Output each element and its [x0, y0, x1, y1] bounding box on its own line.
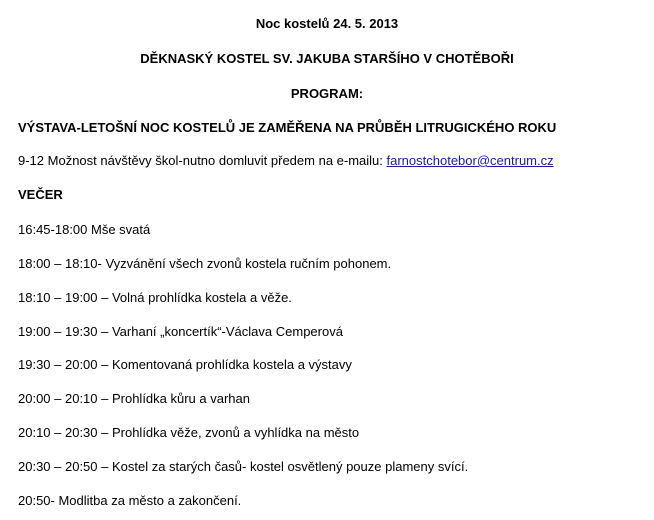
schedule-item: 20:00 – 20:10 – Prohlídka kůru a varhan: [18, 391, 250, 406]
schedule-item: 19:00 – 19:30 – Varhaní „koncertík“-Václava Cemperová: [18, 324, 343, 339]
schedule-item: 20:30 – 20:50 – Kostel za starých časů- kostel osvětlený pouze plameny svící.: [18, 459, 469, 474]
schedule-item: 18:10 – 19:00 – Volná prohlídka kostela a věže.: [18, 290, 292, 305]
email-link[interactable]: farnostchotebor@centrum.cz: [386, 153, 554, 168]
schedule-item: 19:30 – 20:00 – Komentovaná prohlídka kostela a výstavy: [18, 357, 352, 372]
schedule-item: 18:00 – 18:10- Vyzvánění všech zvonů kostela ručním pohonem.: [18, 256, 392, 271]
evening-heading: VEČER: [18, 187, 63, 202]
schools-visit-text: 9-12 Možnost návštěvy škol-nutno domluvit předem na e-mailu:: [18, 153, 387, 168]
schedule-item: 20:10 – 20:30 – Prohlídka věže, zvonů a vyhlídka na město: [18, 425, 360, 440]
schedule-item: 16:45-18:00 Mše svatá: [18, 222, 151, 237]
document-title: Noc kostelů 24. 5. 2013: [255, 16, 399, 31]
exhibition-text: VÝSTAVA-LETOŠNÍ NOC KOSTELŮ JE ZAMĚŘENA NA PRŮBĚH LITRUGICKÉHO ROKU: [18, 120, 557, 135]
schools-visit-line: [18, 153, 554, 169]
schedule-item: 20:50- Modlitba za město a zakončení.: [18, 493, 242, 508]
program-heading: PROGRAM:: [290, 86, 364, 101]
church-name: DĚKNASKÝ KOSTEL SV. JAKUBA STARŠÍHO V CHOTĚBOŘI: [140, 51, 514, 66]
